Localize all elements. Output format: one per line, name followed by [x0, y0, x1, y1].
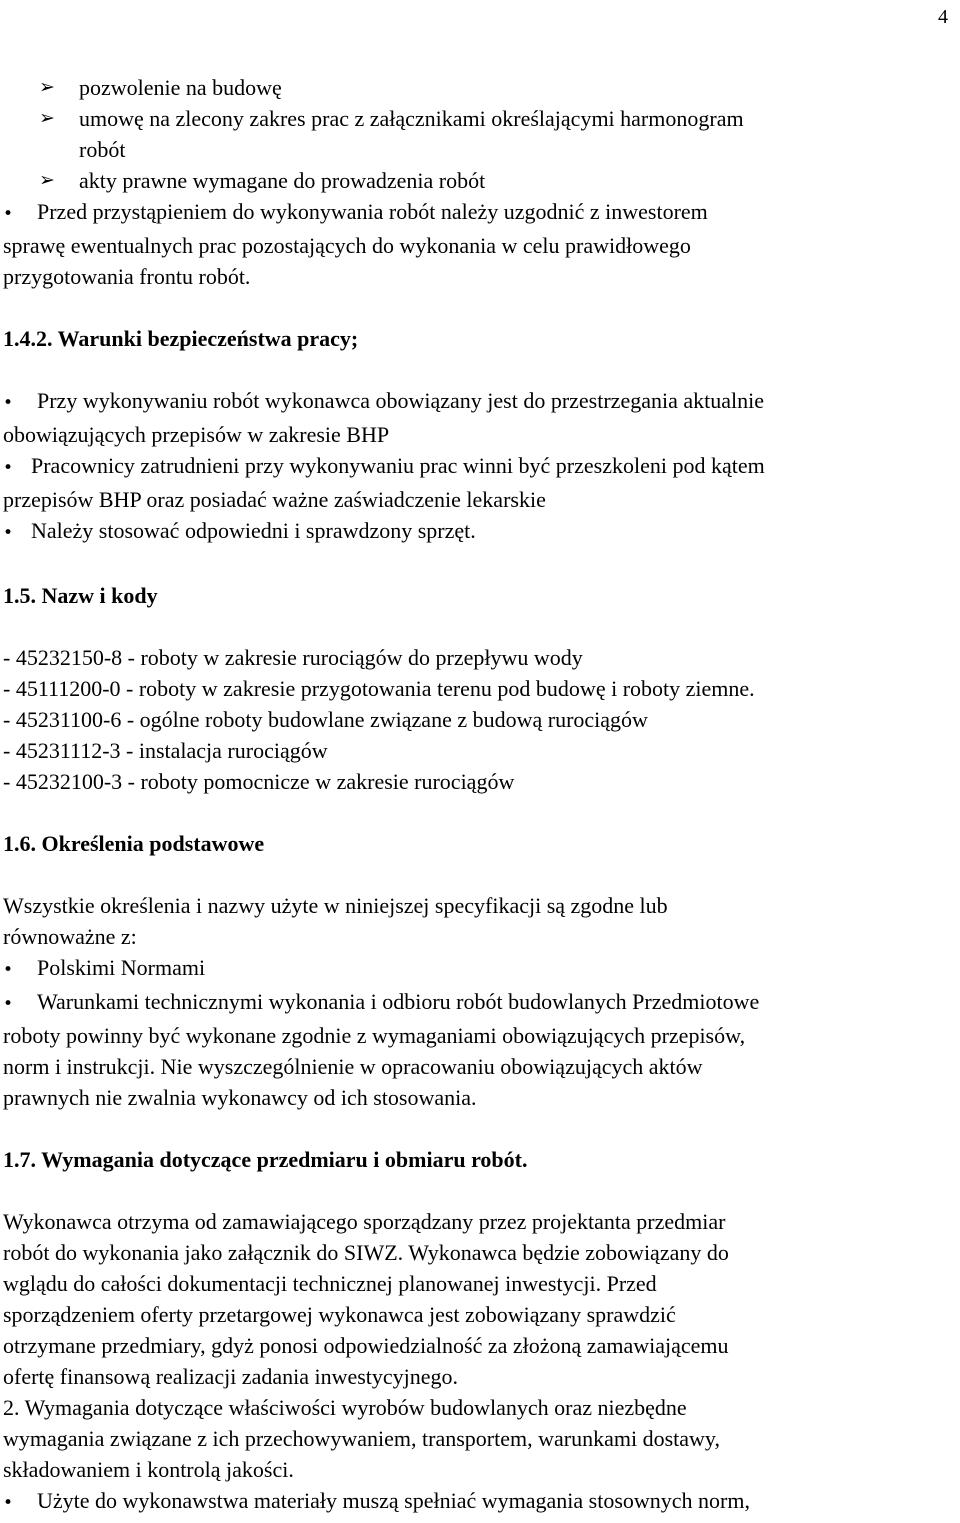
- dot-bullet-icon: •: [3, 1493, 14, 1513]
- section-heading: 1.6. Określenia podstawowe: [3, 831, 265, 856]
- arrow-list: [3, 72, 953, 196]
- code-list-item: - 45111200-0 - roboty w zakresie przygotowania terenu pod budowę i roboty ziemne.: [3, 676, 755, 701]
- page-number: 4: [938, 6, 948, 28]
- section-heading: 1.7. Wymagania dotyczące przedmiaru i obmiaru robót.: [3, 1147, 528, 1172]
- dot-bullet-icon: •: [3, 994, 14, 1014]
- section-heading: 1.5. Nazw i kody: [3, 583, 158, 608]
- paragraph: Wszystkie określenia i nazwy użyte w niniejszej specyfikacji są zgodne lub równoważne z:: [3, 893, 668, 949]
- bullet-list: • Przy wykonywaniu robót wykonawca obowiązany jest do przestrzegania aktualnie obowiązujących przepisów w zakresie BHP • Pracownicy zatrudnieni przy wykonywaniu prac winni być przeszkoleni pod kątem przepisów BHP oraz posiadać ważne zaświadczenie lekarskie • Należy stosować odpowiedni i sprawdzony sprzęt.: [3, 385, 953, 549]
- bullet-paragraph: • Przed przystąpieniem do wykonywania robót należy uzgodnić z inwestorem sprawę ewentualnych prac pozostających do wykonania w celu prawidłowego przygotowania frontu robót.: [3, 199, 708, 289]
- document-body: [3, 72, 953, 1519]
- dot-bullet-icon: •: [3, 393, 14, 413]
- section-heading: 1.4.2. Warunki bezpieczeństwa pracy;: [3, 326, 359, 351]
- bullet-paragraph: • Użyte do wykonawstwa materiały muszą spełniać wymagania stosownych norm,: [3, 1485, 953, 1519]
- code-list-item: - 45232150-8 - roboty w zakresie rurociągów do przepływu wody: [3, 645, 583, 670]
- arrow-list-item: ➢ pozwolenie na budowę: [3, 72, 953, 103]
- arrow-list-item-continuation: robót: [79, 137, 126, 162]
- dot-bullet-icon: •: [3, 204, 14, 224]
- dot-bullet-icon: •: [3, 458, 14, 478]
- paragraph: Wykonawca otrzyma od zamawiającego sporządzany przez projektanta przedmiar robót do wykonania jako załącznik do SIWZ. Wykonawca będzie zobowiązany do wglądu do całości dokumentacji technicznej planowanej inwestycji. Przed sporządzeniem oferty przetargowej wykonawca jest zobowiązany sprawdzić otrzymane przedmiary, gdyż ponosi odpowiedzialność za złożoną zamawiającemu ofertę finansową realizacji zadania inwestycyjnego.: [3, 1209, 729, 1389]
- section-2-paragraph: 2. Wymagania dotyczące właściwości wyrobów budowlanych oraz niezbędne wymagania związane z ich przechowywaniem, transportem, warunkami dostawy, składowaniem i kontrolą jakości.: [3, 1395, 720, 1482]
- code-list-item: - 45231112-3 - instalacja rurociągów: [3, 738, 328, 763]
- bullet-list: • Polskimi Normami • Warunkami technicznymi wykonania i odbioru robót budowlanych Przedmiotowe roboty powinny być wykonane zgodnie z wymaganiami obowiązujących przepisów, norm i instrukcji. Nie wyszczególnienie w opracowaniu obowiązujących aktów prawnych nie zwalnia wykonawcy od ich stosowania.: [3, 955, 760, 1110]
- arrow-list-item: ➢ akty prawne wymagane do prowadzenia robót: [3, 165, 953, 196]
- arrow-bullet-icon: ➢: [39, 76, 55, 98]
- code-list-item: - 45232100-3 - roboty pomocnicze w zakresie rurociągów: [3, 769, 515, 794]
- arrow-bullet-icon: ➢: [39, 169, 55, 191]
- dot-bullet-icon: •: [3, 523, 14, 543]
- dot-bullet-icon: •: [3, 960, 14, 980]
- code-list-item: - 45231100-6 - ogólne roboty budowlane związane z budową rurociągów: [3, 707, 648, 732]
- code-list: [3, 642, 953, 797]
- arrow-list-item: ➢ umowę na zlecony zakres prac z załącznikami określającymi harmonogram: [3, 103, 953, 134]
- arrow-bullet-icon: ➢: [39, 107, 55, 129]
